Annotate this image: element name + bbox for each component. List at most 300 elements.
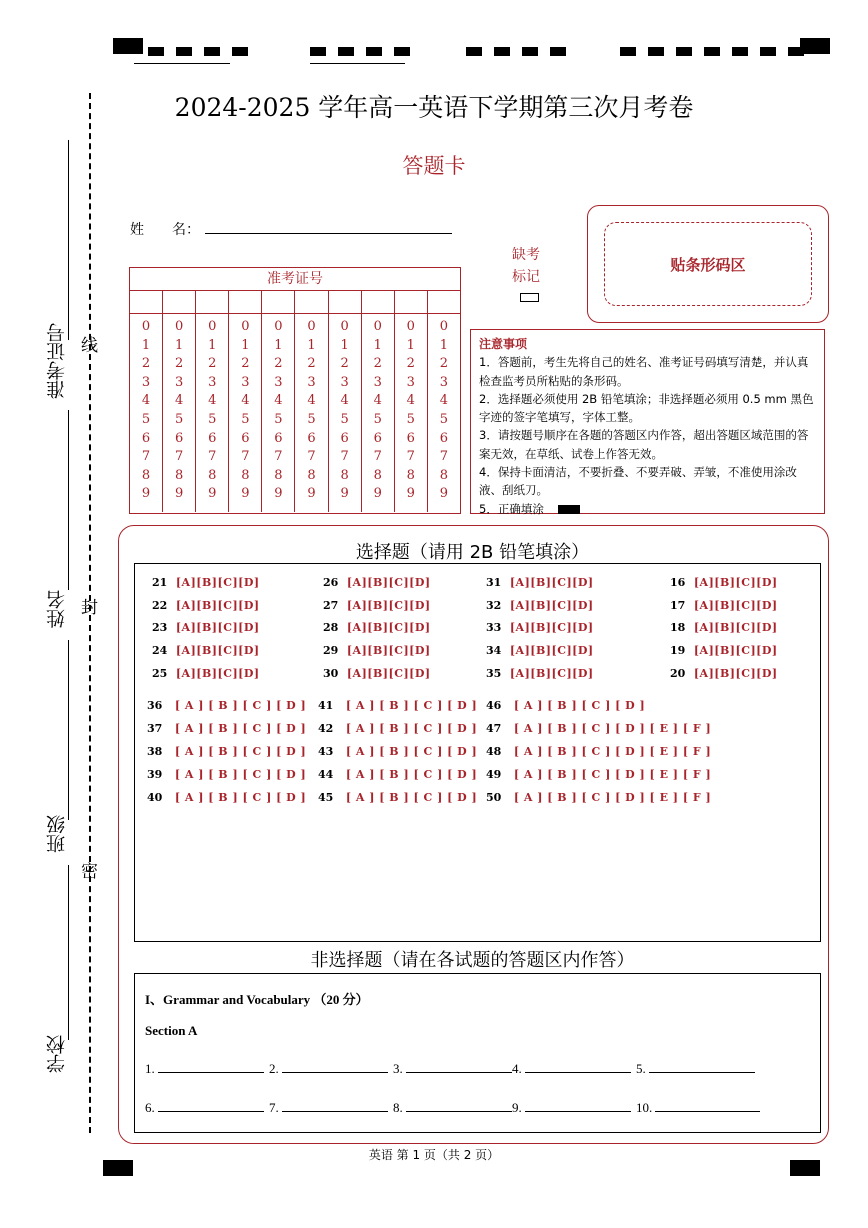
exam-id-bubble[interactable]: 0 [241,319,250,334]
blank-answer-line[interactable] [649,1059,755,1073]
exam-id-bubble[interactable]: 8 [208,467,217,483]
blank-number: 5. [636,1061,646,1076]
exam-id-bubble[interactable]: 6 [241,430,250,446]
answer-options[interactable]: [A][B][C][D] [693,598,778,612]
answer-options[interactable]: [ A ] [ B ] [ C ] [ D ] [ E ] [ F ] [513,791,712,804]
seal-seal-label: 封 [77,598,97,615]
question-number: 48 [486,745,502,758]
answer-options[interactable]: [A][B][C][D] [693,576,778,589]
exam-id-column [329,314,362,512]
question-number: 26 [323,576,339,589]
exam-id-bubble[interactable]: 4 [307,393,316,409]
name-line [68,410,69,590]
notice-item [479,500,816,518]
choice-question [486,667,594,680]
question-number: 36 [147,699,163,712]
filled-example [558,505,580,514]
answer-options[interactable]: [ A ] [ B ] [ C ] [ D ] [174,791,307,804]
question-number: 20 [670,666,686,680]
answer-options[interactable]: [A][B][C][D] [346,666,431,680]
choice-question [486,745,711,758]
question-number: 29 [323,644,339,658]
notice-item: 1．答题前，考生先将自己的姓名、准考证号码填写清楚，并认真检查监考员所粘贴的条形码。 [479,355,809,388]
exam-id-bubble[interactable]: 0 [274,319,283,334]
choice-question [323,621,431,634]
question-number: 24 [152,644,168,658]
blank-number: 9. [512,1100,522,1115]
exam-id-bubble[interactable]: 6 [340,430,349,446]
blank-number: 1. [145,1061,155,1076]
exam-id-bubble[interactable]: 1 [307,337,316,353]
exam-id-bubble[interactable]: 7 [241,449,250,465]
exam-id-bubble[interactable]: 9 [439,486,449,502]
timing-mark [232,47,248,56]
alignment-mark [113,38,143,54]
blank-item [512,1059,631,1077]
exam-id-bubble[interactable]: 1 [406,337,415,353]
answer-options[interactable]: [A][B][C][D] [175,598,260,612]
question-number: 41 [318,699,334,712]
question-number: 50 [486,791,502,804]
side-label-class: 班级 [46,815,68,853]
answer-options[interactable]: [A][B][C][D] [175,621,260,635]
exam-id-bubble[interactable]: 2 [340,356,349,372]
exam-id-bubble[interactable]: 6 [373,430,382,446]
seal-secret-label: 密 [77,862,97,879]
exam-id-digit-cell[interactable] [229,291,262,313]
notice-heading: 注意事项 [479,337,528,351]
page-subtitle: 答题卡 [402,154,466,178]
side-label-school: 学校 [46,1035,68,1073]
exam-id-bubble[interactable]: 9 [406,486,415,502]
choice-question [147,699,306,712]
question-number: 23 [152,621,168,635]
timing-mark [760,47,776,56]
exam-id-bubble[interactable]: 7 [141,449,151,465]
answer-options[interactable]: [ A ] [ B ] [ C ] [ D ] [345,722,478,735]
question-number: 44 [318,768,334,781]
exam-id-bubble[interactable]: 0 [175,319,184,334]
exam-id-bubble[interactable]: 8 [175,467,184,483]
blank-answer-line[interactable] [655,1098,760,1112]
question-number: 45 [318,791,334,804]
answer-options[interactable]: [A][B][C][D] [346,621,431,635]
answer-options[interactable]: [ A ] [ B ] [ C ] [ D ] [174,699,307,712]
side-label-name: 姓名 [46,590,68,628]
exam-id-bubble[interactable]: 9 [274,486,283,502]
exam-id-bubble[interactable]: 0 [208,319,217,334]
blank-item [145,1059,264,1077]
exam-id-bubble[interactable]: 6 [274,430,283,446]
choice-question [318,745,477,758]
exam-id-bubble[interactable]: 3 [208,374,217,390]
notice-item: 4．保持卡面清洁，不要折叠、不要弄破、弄皱，不准使用涂改液、刮纸刀。 [479,465,797,498]
exam-id-bubble[interactable]: 5 [208,411,217,427]
question-number: 37 [147,722,163,735]
timing-mark [788,47,804,56]
blank-item [393,1098,512,1116]
school-line [68,865,69,1040]
exam-id-bubble[interactable]: 1 [274,337,283,353]
choice-question [323,667,431,680]
blank-answer-line[interactable] [282,1098,388,1112]
question-number: 28 [323,621,339,635]
exam-id-title: 准考证号 [130,268,460,291]
exam-id-digit-cell[interactable] [295,291,328,313]
timing-mark [394,47,410,56]
exam-id-digit-cell[interactable] [329,291,362,313]
exam-id-bubble[interactable]: 2 [307,356,316,372]
timing-mark [338,47,354,56]
question-number: 43 [318,745,334,758]
notice-box [470,329,825,514]
answer-options[interactable]: [A][B][C][D] [346,598,431,612]
exam-id-bubble[interactable]: 0 [406,319,415,334]
exam-id-bubble[interactable]: 5 [307,411,316,427]
answer-options[interactable]: [ A ] [ B ] [ C ] [ D ] [174,768,307,781]
blank-number: 2. [269,1061,279,1076]
exam-id-bubble[interactable]: 4 [208,393,217,409]
exam-id-bubble[interactable]: 4 [141,393,151,409]
exam-id-bubble[interactable]: 2 [406,356,415,372]
exam-id-bubble[interactable]: 4 [406,393,415,409]
exam-id-bubble[interactable]: 7 [208,449,217,465]
choice-question [323,599,431,612]
notice-item: 3．请按题号顺序在各题的答题区内作答，超出答题区域范围的答案无效，在草纸、试卷上作答无效。 [479,428,809,461]
answer-options[interactable]: [ A ] [ B ] [ C ] [ D ] [ E ] [ F ] [513,768,712,781]
answer-options[interactable]: [ A ] [ B ] [ C ] [ D ] [345,791,478,804]
answer-options[interactable]: [A][B][C][D] [509,598,594,612]
blank-item [636,1098,760,1116]
exam-id-bubble[interactable]: 5 [439,411,449,427]
choice-question [486,722,711,735]
exam-id-bubble[interactable]: 4 [340,393,349,409]
exam-id-bubble[interactable]: 1 [141,337,151,353]
exam-id-bubble[interactable]: 1 [439,337,449,353]
exam-id-bubble[interactable]: 8 [241,467,250,483]
exam-id-bubble[interactable]: 5 [274,411,283,427]
exam-id-bubble[interactable]: 8 [340,467,349,483]
blank-item [393,1059,512,1077]
choice-question [486,599,594,612]
timing-mark [176,47,192,56]
blank-answer-line[interactable] [525,1059,631,1073]
exam-id-bubble[interactable]: 4 [175,393,184,409]
answer-options[interactable]: [A][B][C][D] [509,621,594,635]
exam-id-bubble[interactable]: 6 [175,430,184,446]
answer-options[interactable]: [ A ] [ B ] [ C ] [ D ] [345,745,478,758]
timing-mark [676,47,692,56]
alignment-mark [800,38,830,54]
answer-options[interactable]: [A][B][C][D] [509,666,594,680]
exam-id-bubble[interactable]: 4 [373,393,382,409]
exam-id-bubble[interactable]: 9 [208,486,217,502]
barcode-area [587,205,829,323]
question-number: 38 [147,745,163,758]
exam-id-column [428,314,460,512]
exam-id-bubble[interactable]: 6 [141,430,151,446]
question-number: 34 [486,644,502,658]
exam-id-bubble[interactable]: 5 [340,411,349,427]
exam-id-bubble[interactable]: 6 [439,430,449,446]
exam-id-digit-cell[interactable] [130,291,163,313]
blank-answer-line[interactable] [525,1098,631,1112]
exam-id-bubble[interactable]: 3 [241,374,250,390]
answer-options[interactable]: [A][B][C][D] [346,644,431,658]
question-number: 27 [323,598,339,612]
exam-id-column [163,314,196,512]
page-title: 2024-2025 学年高一英语下学期第三次月考卷 [174,93,694,122]
choice-question [486,576,594,589]
answer-options[interactable]: [ A ] [ B ] [ C ] [ D ] [513,699,646,712]
question-number: 40 [147,791,163,804]
question-number: 42 [318,722,334,735]
blank-answer-line[interactable] [406,1059,512,1073]
question-number: 32 [486,598,502,612]
blank-answer-line[interactable] [406,1098,512,1112]
exam-id-bubble[interactable]: 0 [373,319,382,334]
blank-item [512,1098,631,1116]
exam-id-bubble[interactable]: 0 [141,319,151,334]
exam-id-digit-cell[interactable] [362,291,395,313]
question-number: 30 [323,666,339,680]
answer-options[interactable]: [A][B][C][D] [693,644,778,658]
underline-mark [310,63,405,64]
exam-id-bubble[interactable]: 3 [406,374,415,390]
exam-id-bubble[interactable]: 4 [241,393,250,409]
answer-options[interactable]: [ A ] [ B ] [ C ] [ D ] [174,722,307,735]
choice-question [152,644,260,657]
exam-id-bubble[interactable]: 9 [307,486,316,502]
exam-id-bubble[interactable]: 6 [406,430,415,446]
class-line [68,640,69,820]
exam-id-column [295,314,328,512]
exam-id-bubble[interactable]: 3 [340,374,349,390]
exam-id-bubble[interactable]: 3 [307,374,316,390]
exam-id-bubble[interactable]: 6 [208,430,217,446]
exam-id-bubble[interactable]: 8 [373,467,382,483]
exam-id-column [262,314,295,512]
timing-mark [466,47,482,56]
exam-id-bubble[interactable]: 7 [307,449,316,465]
exam-id-grid [129,267,461,514]
exam-id-bubble[interactable]: 1 [373,337,382,353]
absent-mark-box[interactable] [520,293,539,302]
question-number: 18 [670,621,686,635]
seal-line-label: 线 [77,336,97,353]
barcode-label: 贴条形码区 [604,222,812,306]
exam-id-bubble[interactable]: 2 [439,356,449,372]
blank-answer-line[interactable] [158,1098,264,1112]
exam-id-bubble[interactable]: 9 [373,486,382,502]
choice-question [323,644,431,657]
timing-mark [310,47,326,56]
notice-item-5: 5．正确填涂 [479,501,544,516]
timing-mark [522,47,538,56]
exam-id-bubble[interactable]: 9 [175,486,184,502]
choice-title: 选择题（请用 2B 铅笔填涂） [355,542,590,563]
question-number: 25 [152,666,168,680]
exam-id-digit-cell[interactable] [196,291,229,313]
exam-id-bubble[interactable]: 3 [175,374,184,390]
blank-item [269,1098,388,1116]
side-label-exam-id: 准考证号 [46,323,68,399]
answer-options[interactable]: [ A ] [ B ] [ C ] [ D ] [ E ] [ F ] [513,745,712,758]
choice-question [670,667,778,680]
name-label: 姓 名： [130,222,200,238]
exam-id-bubble[interactable]: 7 [274,449,283,465]
exam-id-bubble[interactable]: 7 [340,449,349,465]
choice-question [486,644,594,657]
blank-number: 4. [512,1061,522,1076]
blank-item [269,1059,388,1077]
blank-item [636,1059,755,1077]
exam-id-bubble[interactable]: 8 [274,467,283,483]
answer-options[interactable]: [A][B][C][D] [509,644,594,658]
exam-id-bubble[interactable]: 0 [307,319,316,334]
absent-label-line2: 标记 [512,269,540,285]
choice-question [147,745,306,758]
exam-id-bubble[interactable]: 2 [208,356,217,372]
answer-options[interactable]: [A][B][C][D] [175,644,260,658]
choice-question [670,599,778,612]
exam-id-bubble[interactable]: 8 [439,467,449,483]
exam-id-bubble[interactable]: 5 [373,411,382,427]
exam-id-bubble[interactable]: 2 [274,356,283,372]
choice-question [147,722,306,735]
exam-id-digit-cell[interactable] [262,291,295,313]
exam-id-bubble[interactable]: 5 [175,411,184,427]
exam-id-bubble[interactable]: 3 [373,374,382,390]
exam-id-bubble[interactable]: 7 [175,449,184,465]
exam-id-bubble[interactable]: 1 [340,337,349,353]
exam-id-column [395,314,428,512]
blank-number: 3. [393,1061,403,1076]
choice-question [670,621,778,634]
answer-options[interactable]: [A][B][C][D] [346,576,431,589]
page-footer: 英语 第 1 页（共 2 页） [368,1148,500,1162]
exam-id-digit-cell[interactable] [395,291,428,313]
question-number: 17 [670,598,686,612]
answer-options[interactable]: [A][B][C][D] [175,576,260,589]
exam-id-column [229,314,262,512]
timing-mark [366,47,382,56]
blank-number: 8. [393,1100,403,1115]
choice-question [152,576,260,589]
timing-mark [620,47,636,56]
blank-item [145,1098,264,1116]
question-number: 22 [152,598,168,612]
exam-id-digit-cell[interactable] [428,291,460,313]
choice-question [318,791,477,804]
blank-answer-line[interactable] [158,1059,264,1073]
absent-label [512,244,540,288]
exam-id-bubble[interactable]: 3 [274,374,283,390]
answer-options[interactable]: [A][B][C][D] [693,666,778,680]
exam-id-bubble[interactable]: 2 [175,356,184,372]
question-number: 39 [147,768,163,781]
choice-question [318,699,477,712]
choice-question [318,722,477,735]
notice-item: 2．选择题必须使用 2B 铅笔填涂；非选择题必须用 0.5 mm 黑色字迹的签字笔填写，字体工整。 [479,391,814,425]
exam-id-bubble[interactable]: 1 [241,337,250,353]
exam-id-column [130,314,163,512]
answer-options[interactable]: [ A ] [ B ] [ C ] [ D ] [345,699,478,712]
exam-id-bubble[interactable]: 2 [241,356,250,372]
choice-question [486,699,645,712]
timing-mark [550,47,566,56]
blank-number: 7. [269,1100,279,1115]
name-field[interactable] [205,233,452,234]
question-number: 49 [486,768,502,781]
exam-id-bubble[interactable]: 3 [141,374,151,390]
choice-question [670,644,778,657]
timing-mark [704,47,720,56]
exam-id-bubble[interactable]: 6 [307,430,316,446]
answer-options[interactable]: [A][B][C][D] [693,621,778,635]
exam-id-bubble[interactable]: 0 [340,319,349,334]
exam-id-bubble[interactable]: 5 [141,411,151,427]
answer-options[interactable]: [ A ] [ B ] [ C ] [ D ] [345,768,478,781]
exam-id-bubble[interactable]: 4 [439,393,449,409]
absent-label-line1: 缺考 [512,247,540,263]
exam-id-bubble[interactable]: 7 [439,449,449,465]
exam-id-bubble[interactable]: 8 [406,467,415,483]
exam-id-bubble[interactable]: 0 [439,319,449,334]
blank-answer-line[interactable] [282,1059,388,1073]
exam-id-bubble[interactable]: 2 [141,356,151,372]
exam-id-bubble[interactable]: 8 [141,467,151,483]
exam-id-bubble[interactable]: 4 [274,393,283,409]
answer-options[interactable]: [A][B][C][D] [509,576,594,589]
exam-id-bubble[interactable]: 3 [439,374,449,390]
blank-number: 6. [145,1100,155,1115]
answer-options[interactable]: [A][B][C][D] [175,666,260,680]
choice-question [152,621,260,634]
timing-mark [732,47,748,56]
blank-number: 10. [636,1100,653,1115]
exam-id-digit-cell[interactable] [163,291,196,313]
question-number: 16 [670,576,686,589]
nonchoice-title: 非选择题（请在各试题的答题区内作答） [310,950,635,971]
question-number: 19 [670,644,686,658]
exam-id-bubble[interactable]: 9 [340,486,349,502]
exam-id-bubble[interactable]: 8 [307,467,316,483]
answer-options[interactable]: [ A ] [ B ] [ C ] [ D ] [ E ] [ F ] [513,722,712,735]
question-number: 21 [152,576,168,589]
part-title: I、Grammar and Vocabulary （20 分） [145,992,369,1007]
choice-question [323,576,431,589]
question-number: 35 [486,666,502,680]
exam-id-bubble[interactable]: 9 [241,486,250,502]
exam-id-bubble[interactable]: 1 [208,337,217,353]
choice-question [152,667,260,680]
choice-question [486,791,711,804]
exam-id-bubble[interactable]: 7 [406,449,415,465]
exam-id-bubble[interactable]: 2 [373,356,382,372]
question-number: 46 [486,699,502,712]
underline-mark [134,63,230,64]
timing-mark [204,47,220,56]
exam-id-bubble[interactable]: 5 [241,411,250,427]
exam-id-column [362,314,395,512]
exam-id-bubble[interactable]: 9 [141,486,151,502]
section-title: Section A [145,1023,198,1038]
exam-id-bubble[interactable]: 7 [373,449,382,465]
exam-id-bubble[interactable]: 1 [175,337,184,353]
answer-options[interactable]: [ A ] [ B ] [ C ] [ D ] [174,745,307,758]
exam-id-bubble[interactable]: 5 [406,411,415,427]
